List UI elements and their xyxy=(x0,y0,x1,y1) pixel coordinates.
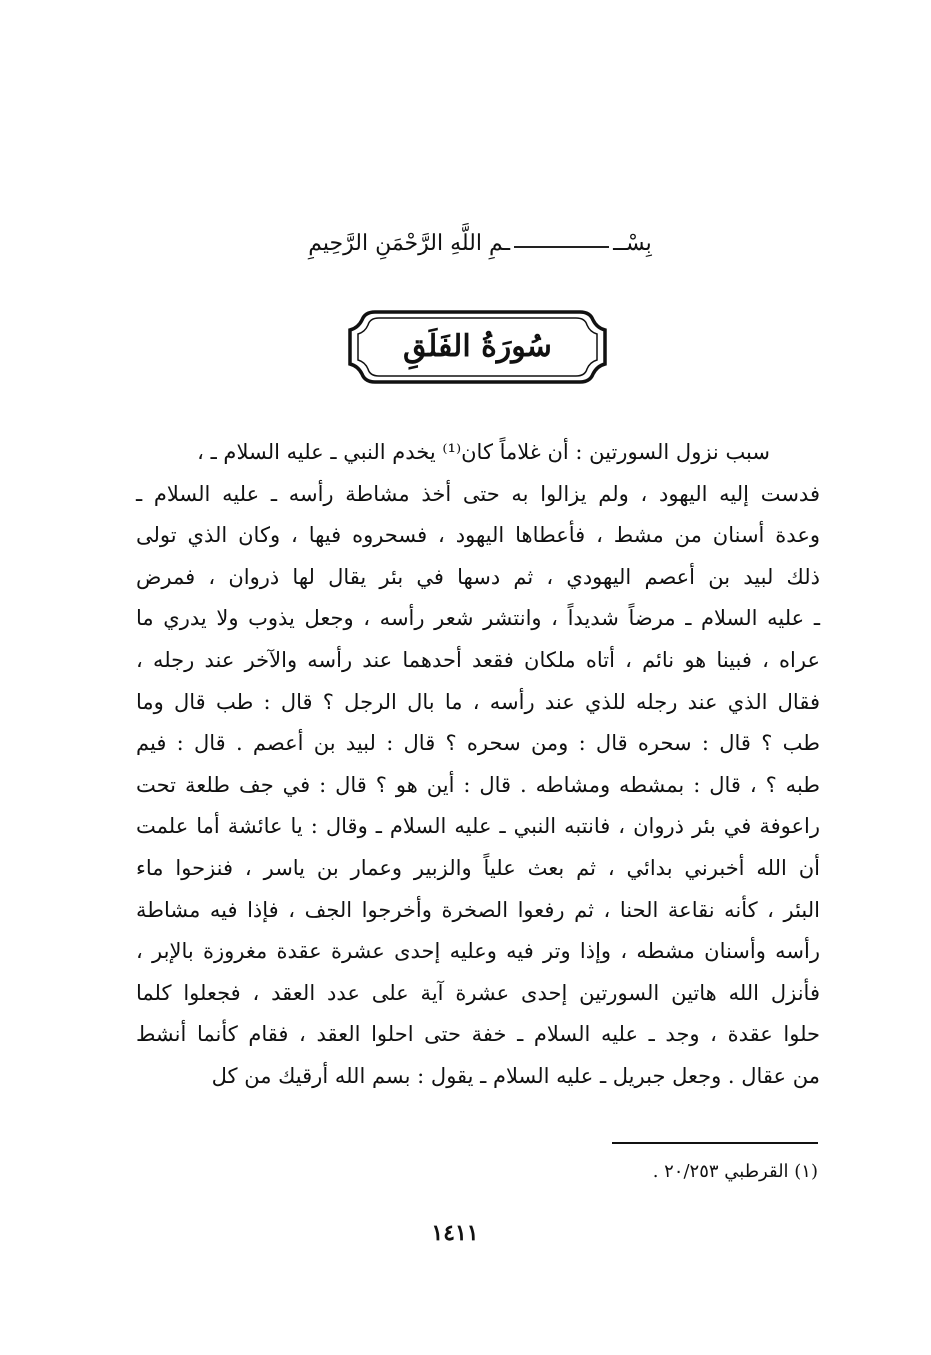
basmala-header xyxy=(300,224,660,264)
footnote-divider xyxy=(612,1142,818,1144)
text-line: طبه ؟ ، قال : بمشطه ومشاطه . قال : أين هو ؟ قال : في جف طلعة تحت xyxy=(136,772,820,797)
text-line: البئر ، كأنه نقاعة الحنا ، ثم رفعوا الصخرة وأخرجوا الجف ، فإذا فيه مشاطة xyxy=(136,897,820,922)
text-line: ـ عليه السلام ـ مرضاً شديداً ، وانتشر شعر رأسه ، وجعل يذوب ولا يدري ما xyxy=(136,606,820,631)
text-line: فأنزل الله هاتين السورتين إحدى عشرة آية على عدد العقد ، فجعلوا كلما xyxy=(136,980,820,1005)
basmala-end: ـمِ اللَّهِ الرَّحْمَنِ الرَّحِيمِ xyxy=(308,231,511,256)
text-line: من عقال . وجعل جبريل ـ عليه السلام ـ يقول : بسم الله أرقيك من كل xyxy=(211,1063,820,1088)
text-line: طب ؟ قال : سحره قال : ومن سحره ؟ قال : لبيد بن أعصم . قال : فيم xyxy=(136,731,820,756)
text-line: ذلك لبيد بن أعصم اليهودي ، ثم دسها في بئر يقال لها ذروان ، فمرض xyxy=(136,564,820,589)
text-line: فقال الذي عند رجله للذي عند رأسه ، ما بال الرجل ؟ قال : طب قال وما xyxy=(136,689,820,714)
surah-title: سُورَةُ الفَلَقِ xyxy=(403,329,552,364)
text-line: فدست إليه اليهود ، ولم يزالوا به حتى أخذ مشاطة رأسه ـ عليه السلام ـ xyxy=(136,481,820,506)
page-number: ١٤١١ xyxy=(431,1220,479,1246)
basmala-start: بِسْــ xyxy=(613,231,652,256)
basmala-kashida-line xyxy=(514,246,609,248)
text-line: رأسه وأسنان مشطه ، وإذا وتر فيه وعليه إحدى عشرة عقدة مغروزة بالإبر ، xyxy=(136,939,820,964)
text-line: سبب نزول السورتين : أن غلاماً كان⁽¹⁾ يخدم النبي ـ عليه السلام ـ ، xyxy=(197,440,770,464)
text-line: وعدة أسنان من مشط ، فأعطاها اليهود ، فسحروه فيها ، وكان الذي تولى xyxy=(136,523,820,548)
text-line: عراه ، فبينا هو نائم ، أتاه ملكان فقعد أحدهما عند رأسه والآخر عند رجله ، xyxy=(136,647,820,672)
text-line: راعوفة في بئر ذروان ، فانتبه النبي ـ عليه السلام ـ وقال : يا عائشة أما علمت xyxy=(136,814,820,839)
text-line: حلوا عقدة ، وجد ـ عليه السلام ـ خفة حتى احلوا العقد ، فقام كأنما أنشط xyxy=(136,1022,820,1047)
surah-title-frame xyxy=(345,306,610,388)
main-text xyxy=(136,432,820,1098)
footnote: (١) القرطبي ٢٠/٢٥٣ . xyxy=(652,1161,818,1182)
text-line: أن الله أخبرني بدائي ، ثم بعث علياً والزبير وعمار بن ياسر ، فنزحوا ماء xyxy=(136,855,820,880)
